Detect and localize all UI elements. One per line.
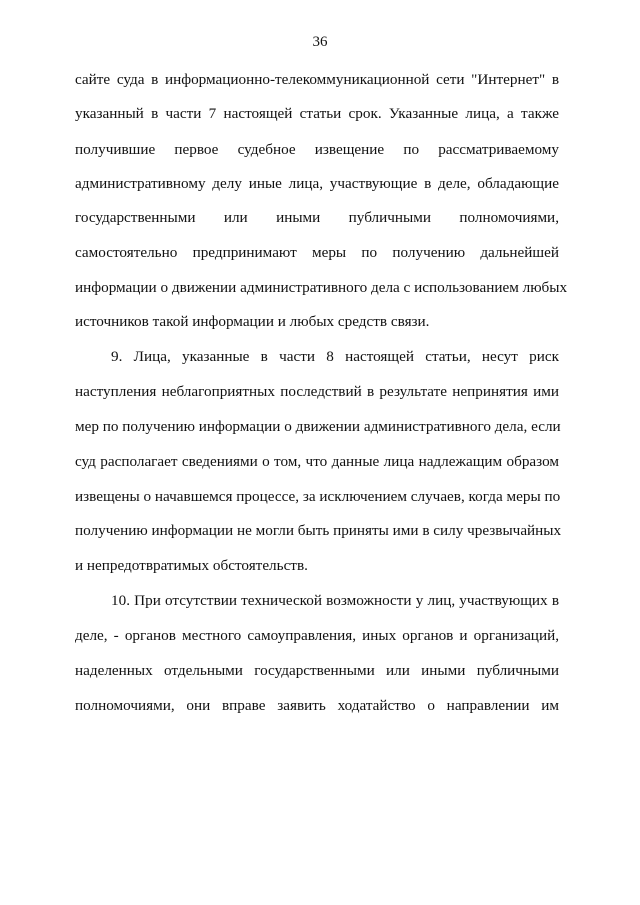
- text-line: и непредотвратимых обстоятельств.: [75, 557, 308, 574]
- text-line: получению информации не могли быть приняты ими в силу чрезвычайных: [75, 522, 562, 539]
- page-number: 36: [312, 34, 328, 50]
- text-line: мер по получению информации о движении административного дела, если: [75, 418, 561, 435]
- text-line: 10. При отсутствии технической возможности у лиц, участвующих в: [111, 592, 559, 609]
- text-line: наделенных отдельными государственными или иными публичными: [75, 662, 559, 679]
- text-line: административному делу иные лица, участвующие в деле, обладающие: [75, 175, 559, 192]
- text-line: самостоятельно предпринимают меры по получению дальнейшей: [75, 244, 559, 261]
- text-line: сайте суда в информационно-телекоммуникационной сети "Интернет" в: [75, 71, 559, 88]
- text-line: наступления неблагоприятных последствий в результате непринятия ими: [75, 383, 559, 400]
- text-line: получившие первое судебное извещение по рассматриваемому: [75, 141, 559, 158]
- text-line: источников такой информации и любых средств связи.: [75, 313, 430, 330]
- text-line: 9. Лица, указанные в части 8 настоящей статьи, несут риск: [111, 348, 559, 365]
- text-line: деле, - органов местного самоуправления, иных органов и организаций,: [75, 627, 559, 644]
- text-line: государственными или иными публичными полномочиями,: [75, 209, 559, 226]
- text-line: полномочиями, они вправе заявить ходатайство о направлении им: [75, 697, 559, 714]
- text-line: информации о движении административного дела с использованием любых: [75, 279, 568, 296]
- text-line: указанный в части 7 настоящей статьи срок. Указанные лица, а также: [75, 105, 559, 122]
- text-line: суд располагает сведениями о том, что данные лица надлежащим образом: [75, 453, 559, 470]
- text-line: извещены о начавшемся процессе, за исключением случаев, когда меры по: [75, 488, 561, 505]
